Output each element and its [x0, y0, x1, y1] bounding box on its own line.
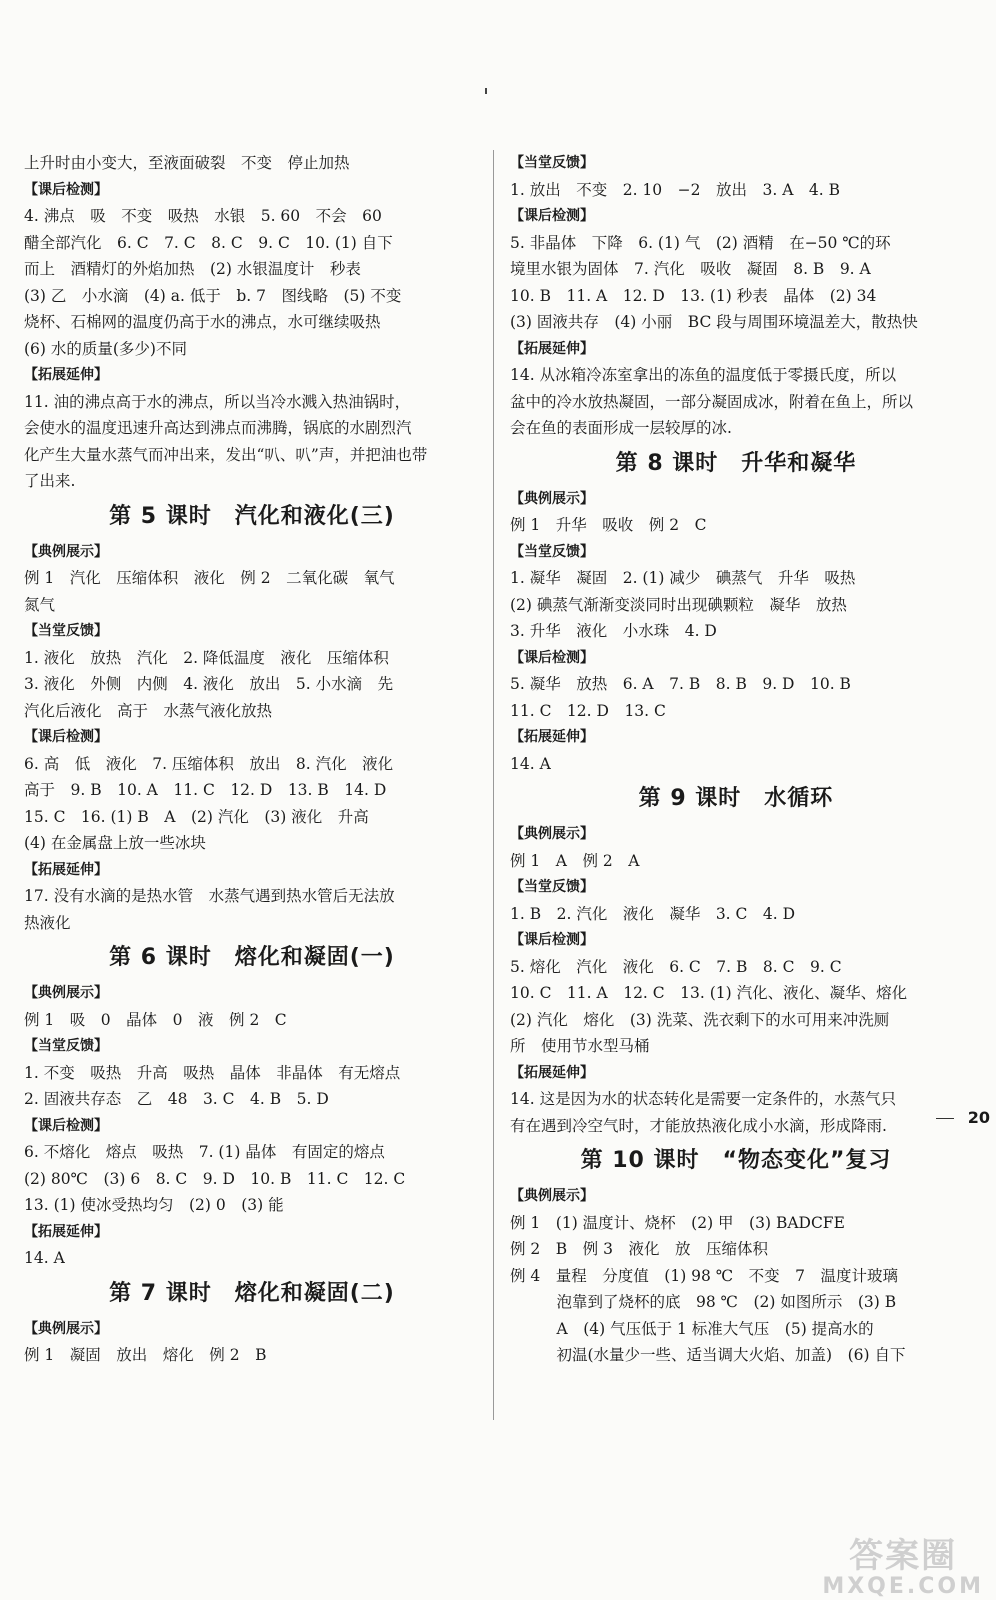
answer-line: 2. 固液共存态 乙 48 3. C 4. B 5. D: [24, 1090, 329, 1108]
section-heading: 【拓展延伸】: [24, 861, 108, 878]
answer-line: 会使水的温度迅速升高达到沸点而沸腾，锅底的水剧烈汽: [24, 419, 412, 437]
section-heading: 【典例展示】: [24, 1320, 108, 1337]
answer-line: 泡靠到了烧杯的底 98 ℃ (2) 如图所示 (3) B: [510, 1293, 897, 1311]
section-heading: 【当堂反馈】: [510, 543, 594, 560]
section-heading: 【当堂反馈】: [510, 155, 594, 171]
page-number: 20: [967, 1108, 990, 1127]
answer-line: 1. 放出 不变 2. 10 −2 放出 3. A 4. B: [510, 180, 841, 199]
answer-line: 5. 熔化 汽化 液化 6. C 7. B 8. C 9. C: [510, 957, 842, 976]
watermark-logo: [822, 1538, 984, 1600]
section-heading: 【当堂反馈】: [510, 879, 594, 895]
answer-line: 上升时由小变大，至液面破裂 不变 停止加热: [24, 154, 350, 172]
answer-line: 有在遇到冷空气时，才能放热液化成小水滴，形成降雨.: [510, 1116, 887, 1135]
answer-line: 14. 从冰箱冷冻室拿出的冻鱼的温度低于零摄氏度，所以: [510, 366, 897, 384]
answer-line: 例 1 凝固 放出 熔化 例 2 B: [24, 1346, 267, 1364]
section-heading: 【当堂反馈】: [24, 623, 108, 639]
answer-line: (4) 在金属盘上放一些冰块: [24, 834, 206, 852]
answer-line: 3. 升华 液化 小水珠 4. D: [510, 622, 717, 640]
section-heading: 【典例展示】: [24, 543, 108, 560]
answer-line: 初温(水量少一些、适当调大火焰、加盖) (6) 自下: [510, 1346, 906, 1364]
section-heading: 【典例展示】: [24, 985, 108, 1001]
answer-line: 例 1 吸 0 晶体 0 液 例 2 C: [24, 1010, 287, 1029]
answer-line: A (4) 气压低于 1 标准大气压 (5) 提高水的: [510, 1319, 874, 1338]
answer-line: 14. A: [510, 754, 551, 773]
section-heading: 【拓展延伸】: [24, 367, 108, 383]
watermark-line-1: 答案圈: [849, 1536, 958, 1576]
lesson-title: 第 9 课时 水循环: [638, 786, 834, 811]
answer-line: 所 使用节水型马桶: [510, 1037, 650, 1055]
answer-line: 例 4 量程 分度值 (1) 98 ℃ 不变 7 温度计玻璃: [510, 1266, 899, 1285]
answer-line: 例 2 B 例 3 液化 放 压缩体积: [510, 1240, 768, 1258]
section-heading: 【拓展延伸】: [510, 1064, 594, 1081]
column-divider: [493, 150, 494, 1420]
answer-line: 5. 凝华 放热 6. A 7. B 8. B 9. D 10. B: [510, 675, 851, 693]
answer-line: 例 1 汽化 压缩体积 液化 例 2 二氧化碳 氧气: [24, 569, 395, 587]
section-heading: 【课后检测】: [24, 181, 108, 198]
lesson-title: 第 7 课时 熔化和凝固(二): [109, 1280, 395, 1306]
right-column: [510, 150, 962, 1369]
answer-line: 高于 9. B 10. A 11. C 12. D 13. B 14. D: [24, 781, 387, 799]
section-heading: 【典例展示】: [510, 826, 594, 842]
answer-line: 例 1 A 例 2 A: [510, 851, 640, 870]
answer-line: (2) 汽化 熔化 (3) 洗菜、洗衣剩下的水可用来冲洗厕: [510, 1010, 890, 1029]
answer-line: 境里水银为固体 7. 汽化 吸收 凝固 8. B 9. A: [510, 260, 871, 278]
answer-line: (3) 固液共存 (4) 小丽 BC 段与周围环境温差大，散热快: [510, 313, 918, 331]
lesson-title: 第 5 课时 汽化和液化(三): [109, 503, 395, 529]
page-number-dash: [936, 1118, 954, 1119]
answer-line: 烧杯、石棉网的温度仍高于水的沸点，水可继续吸热: [24, 313, 381, 331]
section-heading: 【典例展示】: [510, 1188, 594, 1204]
section-heading: 【拓展延伸】: [510, 340, 594, 357]
top-tick-mark: [485, 88, 487, 94]
answer-line: 盆中的冷水放热凝固，一部分凝固成冰，附着在鱼上，所以: [510, 392, 914, 411]
answer-line: 1. 凝华 凝固 2. (1) 减少 碘蒸气 升华 吸热: [510, 569, 856, 587]
answer-line: 4. 沸点 吸 不变 吸热 水银 5. 60 不会 60: [24, 207, 382, 225]
section-heading: 【课后检测】: [510, 208, 594, 224]
answer-line: 化产生大量水蒸气而冲出来，发出“叭、叭”声，并把油也带: [24, 445, 428, 464]
section-heading: 【课后检测】: [510, 932, 594, 948]
answer-line: 1. 不变 吸热 升高 吸热 晶体 非晶体 有无熔点: [24, 1063, 401, 1082]
answer-line: 14. 这是因为水的状态转化是需要一定条件的，水蒸气只: [510, 1090, 897, 1108]
section-heading: 【典例展示】: [510, 490, 594, 507]
answer-line: 会在鱼的表面形成一层较厚的冰.: [510, 419, 732, 437]
section-heading: 【课后检测】: [24, 729, 108, 745]
answer-line: 而上 酒精灯的外焰加热 (2) 水银温度计 秒表: [24, 260, 361, 278]
answer-line: 10. B 11. A 12. D 13. (1) 秒表 晶体 (2) 34: [510, 286, 877, 305]
answer-line: 氮气: [24, 595, 56, 614]
answer-line: 17. 没有水滴的是热水管 水蒸气遇到热水管后无法放: [24, 887, 395, 905]
lesson-title: 第 6 课时 熔化和凝固(一): [109, 945, 395, 970]
answer-line: 10. C 11. A 12. C 13. (1) 汽化、液化、凝华、熔化: [510, 984, 908, 1002]
answer-line: 6. 不熔化 熔点 吸热 7. (1) 晶体 有固定的熔点: [24, 1143, 385, 1161]
answer-line: 5. 非晶体 下降 6. (1) 气 (2) 酒精 在−50 ℃的环: [510, 233, 891, 252]
answer-line: 11. 油的沸点高于水的沸点，所以当冷水溅入热油锅时，: [24, 392, 411, 411]
answer-line: (6) 水的质量(多少)不同: [24, 339, 187, 358]
answer-line: 11. C 12. D 13. C: [510, 701, 666, 720]
answer-line: 3. 液化 外侧 内侧 4. 液化 放出 5. 小水滴 先: [24, 675, 394, 693]
section-heading: 【拓展延伸】: [24, 1223, 108, 1240]
section-heading: 【当堂反馈】: [24, 1038, 108, 1054]
section-heading: 【拓展延伸】: [510, 729, 594, 745]
section-heading: 【课后检测】: [510, 649, 594, 666]
answer-line: 了出来.: [24, 472, 76, 490]
answer-line: 13. (1) 使冰受热均匀 (2) 0 (3) 能: [24, 1196, 284, 1214]
answer-line: 例 1 (1) 温度计、烧杯 (2) 甲 (3) BADCFE: [510, 1213, 845, 1232]
answer-line: (3) 乙 小水滴 (4) a. 低于 b. 7 图线略 (5) 不变: [24, 286, 402, 305]
answer-line: 1. 液化 放热 汽化 2. 降低温度 液化 压缩体积: [24, 648, 389, 667]
answer-line: 15. C 16. (1) B A (2) 汽化 (3) 液化 升高: [24, 807, 369, 826]
answer-line: (2) 碘蒸气渐渐变淡同时出现碘颗粒 凝华 放热: [510, 595, 847, 614]
answer-line: 热液化: [24, 913, 71, 932]
answer-line: (2) 80℃ (3) 6 8. C 9. D 10. B 11. C 12. C: [24, 1169, 406, 1188]
answer-line: 汽化后液化 高于 水蒸气液化放热: [24, 701, 273, 720]
answer-line: 例 1 升华 吸收 例 2 C: [510, 516, 707, 534]
answer-line: 14. A: [24, 1249, 65, 1267]
lesson-title: 第 10 课时 “物态变化”复习: [580, 1148, 892, 1173]
left-column: [24, 150, 480, 1369]
answer-line: 1. B 2. 汽化 液化 凝华 3. C 4. D: [510, 904, 796, 923]
section-heading: 【课后检测】: [24, 1117, 108, 1134]
lesson-title: 第 8 课时 升华和凝华: [615, 450, 857, 476]
watermark-line-2: MXQE.COM: [822, 1574, 984, 1600]
answer-line: 6. 高 低 液化 7. 压缩体积 放出 8. 汽化 液化: [24, 754, 394, 773]
answer-line: 醋全部汽化 6. C 7. C 8. C 9. C 10. (1) 自下: [24, 233, 393, 252]
